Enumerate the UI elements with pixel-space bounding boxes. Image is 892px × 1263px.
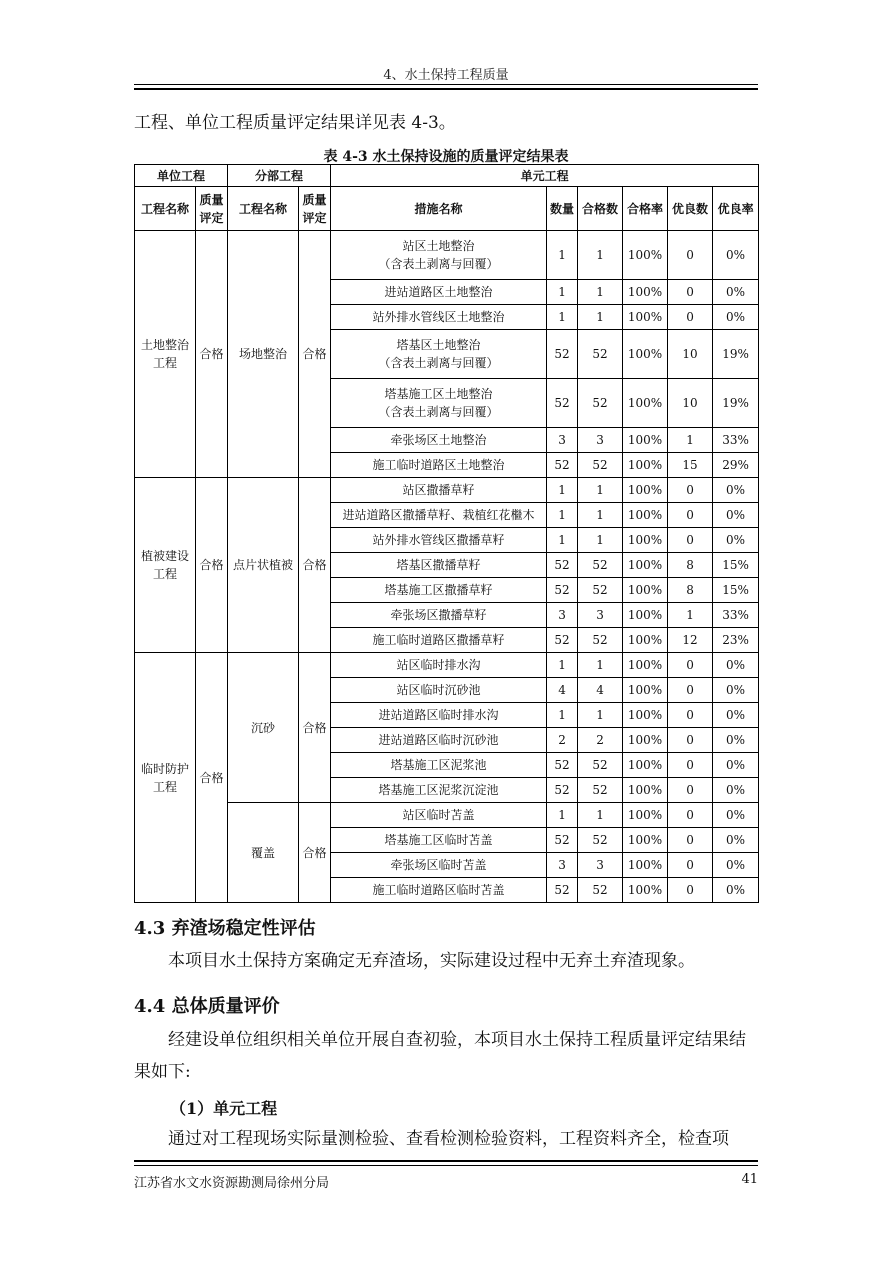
excellent-rate-cell: 15% [713,553,759,578]
excellent-count-cell: 0 [668,853,713,878]
pass-count-cell: 52 [578,778,623,803]
measure-name-note: （含表土剥离与回覆） [378,405,499,419]
excellent-rate-cell: 0% [713,653,759,678]
pass-count-cell: 1 [578,528,623,553]
header-unit-name: 工程名称 [135,187,196,231]
table-subheader-row [135,187,759,231]
header-division-rating: 质量评定 [299,187,331,231]
footer-rule-thick [134,1160,758,1162]
excellent-count-cell: 0 [668,503,713,528]
measure-name-cell [331,653,547,678]
pass-count-cell: 1 [578,503,623,528]
excellent-count-cell: 0 [668,678,713,703]
count-cell: 52 [547,453,578,478]
division-project-name: 场地整治 [228,231,299,478]
table-row [135,478,759,503]
count-cell: 52 [547,878,578,903]
page-number: 41 [741,1172,758,1187]
pass-count-cell: 52 [578,578,623,603]
excellent-count-cell: 0 [668,778,713,803]
measure-name: 进站道路区土地整治 [384,285,493,299]
measure-name: 站区临时排水沟 [396,658,481,672]
excellent-rate-cell: 0% [713,803,759,828]
pass-count-cell: 1 [578,653,623,678]
excellent-rate-cell: 19% [713,379,759,428]
footer-rule [134,1165,758,1166]
count-cell: 52 [547,578,578,603]
excellent-count-cell: 0 [668,703,713,728]
pass-rate-cell: 100% [623,503,668,528]
excellent-rate-cell: 0% [713,703,759,728]
pass-count-cell: 52 [578,753,623,778]
measure-name: 站外排水管线区土地整治 [372,310,505,324]
pass-count-cell: 3 [578,428,623,453]
measure-name-cell [331,453,547,478]
division-project-rating: 合格 [299,653,331,803]
header-division-project: 分部工程 [228,165,331,187]
count-cell: 1 [547,503,578,528]
count-cell: 52 [547,628,578,653]
measure-name-cell [331,628,547,653]
count-cell: 3 [547,853,578,878]
pass-count-cell: 1 [578,803,623,828]
excellent-count-cell: 0 [668,280,713,305]
intro-paragraph: 工程、单位工程质量评定结果详见表 4-3。 [134,113,456,133]
header-excellent-count: 优良数 [668,187,713,231]
excellent-rate-cell: 0% [713,231,759,280]
measure-name-cell [331,478,547,503]
measure-name: 施工临时道路区土地整治 [372,458,505,472]
excellent-rate-cell: 29% [713,453,759,478]
excellent-count-cell: 12 [668,628,713,653]
excellent-count-cell: 0 [668,803,713,828]
pass-count-cell: 1 [578,231,623,280]
measure-name-cell [331,728,547,753]
pass-rate-cell: 100% [623,280,668,305]
pass-rate-cell: 100% [623,803,668,828]
excellent-count-cell: 0 [668,305,713,330]
pass-count-cell: 52 [578,628,623,653]
pass-count-cell: 1 [578,280,623,305]
pass-rate-cell: 100% [623,478,668,503]
header-element-project: 单元工程 [331,165,759,187]
header-unit-rating: 质量评定 [196,187,228,231]
table-row [135,231,759,280]
header-unit-project: 单位工程 [135,165,228,187]
header-rule [134,84,758,85]
pass-rate-cell: 100% [623,305,668,330]
excellent-count-cell: 15 [668,453,713,478]
header-pass-count: 合格数 [578,187,623,231]
measure-name: 牵张场区临时苫盖 [390,858,487,872]
header-excellent-rate: 优良率 [713,187,759,231]
measure-name: 塔基施工区临时苫盖 [384,833,493,847]
pass-rate-cell: 100% [623,853,668,878]
excellent-count-cell: 0 [668,528,713,553]
section-4-3-paragraph: 本项目水土保持方案确定无弃渣场，实际建设过程中无弃土弃渣现象。 [168,951,695,971]
division-project-rating: 合格 [299,231,331,478]
pass-count-cell: 52 [578,453,623,478]
section-heading-4-4: 4.4 总体质量评价 [134,996,280,1017]
count-cell: 1 [547,803,578,828]
excellent-rate-cell: 0% [713,853,759,878]
measure-name-cell [331,553,547,578]
header-measure-name: 措施名称 [331,187,547,231]
pass-rate-cell: 100% [623,828,668,853]
measure-name-cell [331,280,547,305]
measure-name: 进站道路区临时沉砂池 [378,733,499,747]
count-cell: 52 [547,778,578,803]
count-cell: 3 [547,603,578,628]
measure-name-cell [331,878,547,903]
pass-rate-cell: 100% [623,528,668,553]
measure-name: 站区土地整治 [402,239,475,253]
pass-count-cell: 52 [578,553,623,578]
count-cell: 1 [547,478,578,503]
count-cell: 3 [547,428,578,453]
header-division-name: 工程名称 [228,187,299,231]
pass-rate-cell: 100% [623,578,668,603]
pass-rate-cell: 100% [623,778,668,803]
pass-count-cell: 1 [578,703,623,728]
pass-count-cell: 52 [578,379,623,428]
count-cell: 1 [547,305,578,330]
unit-project-rating: 合格 [196,478,228,653]
count-cell: 1 [547,653,578,678]
count-cell: 1 [547,703,578,728]
count-cell: 52 [547,330,578,379]
measure-name-cell [331,330,547,379]
excellent-count-cell: 0 [668,828,713,853]
pass-count-cell: 3 [578,853,623,878]
pass-count-cell: 3 [578,603,623,628]
measure-name: 塔基施工区土地整治 [384,387,493,401]
measure-name-cell [331,853,547,878]
pass-count-cell: 52 [578,330,623,379]
count-cell: 2 [547,728,578,753]
excellent-rate-cell: 0% [713,728,759,753]
pass-count-cell: 2 [578,728,623,753]
count-cell: 1 [547,231,578,280]
pass-rate-cell: 100% [623,878,668,903]
table-row [135,803,759,828]
count-cell: 52 [547,379,578,428]
measure-name-cell [331,528,547,553]
measure-name: 站区临时苫盖 [402,808,475,822]
excellent-rate-cell: 23% [713,628,759,653]
header-rule-thick [134,88,758,90]
pass-rate-cell: 100% [623,753,668,778]
header-count: 数量 [547,187,578,231]
measure-name: 塔基区土地整治 [396,338,481,352]
measure-name: 站外排水管线区撒播草籽 [372,533,505,547]
excellent-rate-cell: 0% [713,678,759,703]
excellent-rate-cell: 33% [713,603,759,628]
measure-name-cell [331,703,547,728]
excellent-rate-cell: 0% [713,528,759,553]
measure-name: 牵张场区撒播草籽 [390,608,487,622]
excellent-count-cell: 0 [668,231,713,280]
excellent-count-cell: 8 [668,578,713,603]
pass-rate-cell: 100% [623,231,668,280]
measure-name: 牵张场区土地整治 [390,433,487,447]
measure-name-cell [331,828,547,853]
count-cell: 1 [547,528,578,553]
pass-rate-cell: 100% [623,678,668,703]
measure-name-cell [331,603,547,628]
unit-project-rating: 合格 [196,231,228,478]
count-cell: 4 [547,678,578,703]
measure-name-note: （含表土剥离与回覆） [378,356,499,370]
section-4-4-paragraph: 经建设单位组织相关单位开展自查初验，本项目水土保持工程质量评定结果结果如下: [134,1030,746,1082]
excellent-rate-cell: 33% [713,428,759,453]
excellent-count-cell: 0 [668,653,713,678]
excellent-count-cell: 1 [668,428,713,453]
measure-name-note: （含表土剥离与回覆） [378,257,499,271]
count-cell: 52 [547,753,578,778]
pass-count-cell: 1 [578,305,623,330]
excellent-count-cell: 0 [668,728,713,753]
subheading-element-project: （1）单元工程 [170,1099,278,1118]
measure-name-cell [331,753,547,778]
section-4-4-paragraph-2: 通过对工程现场实际量测检验、查看检测检验资料，工程资料齐全，检查项 [168,1129,729,1149]
count-cell: 52 [547,553,578,578]
count-cell: 52 [547,828,578,853]
excellent-count-cell: 0 [668,478,713,503]
pass-count-cell: 52 [578,878,623,903]
measure-name: 站区撒播草籽 [402,483,475,497]
excellent-rate-cell: 0% [713,503,759,528]
count-cell: 1 [547,280,578,305]
pass-rate-cell: 100% [623,330,668,379]
division-project-rating: 合格 [299,803,331,903]
excellent-count-cell: 0 [668,753,713,778]
footer-organization: 江苏省水文水资源勘测局徐州分局 [134,1176,330,1191]
excellent-rate-cell: 15% [713,578,759,603]
measure-name-cell [331,503,547,528]
excellent-rate-cell: 0% [713,305,759,330]
excellent-rate-cell: 0% [713,478,759,503]
pass-rate-cell: 100% [623,428,668,453]
pass-rate-cell: 100% [623,653,668,678]
excellent-count-cell: 10 [668,330,713,379]
quality-rating-table [134,164,759,903]
excellent-rate-cell: 0% [713,280,759,305]
excellent-rate-cell: 0% [713,778,759,803]
measure-name-cell [331,578,547,603]
excellent-rate-cell: 0% [713,828,759,853]
section-heading-4-3: 4.3 弃渣场稳定性评估 [134,918,316,939]
measure-name: 进站道路区撒播草籽、栽植红花檵木 [342,508,535,522]
excellent-count-cell: 8 [668,553,713,578]
unit-project-name: 临时防护工程 [135,653,196,903]
measure-name-cell [331,778,547,803]
header-pass-rate: 合格率 [623,187,668,231]
running-header: 4、水土保持工程质量 [383,68,509,83]
pass-rate-cell: 100% [623,453,668,478]
pass-count-cell: 52 [578,828,623,853]
excellent-count-cell: 1 [668,603,713,628]
measure-name: 塔基施工区泥浆沉淀池 [378,783,499,797]
measure-name: 施工临时道路区临时苫盖 [372,883,505,897]
excellent-rate-cell: 0% [713,878,759,903]
measure-name-cell [331,305,547,330]
measure-name: 塔基区撒播草籽 [396,558,481,572]
measure-name-cell [331,678,547,703]
pass-rate-cell: 100% [623,728,668,753]
pass-rate-cell: 100% [623,628,668,653]
measure-name-cell [331,803,547,828]
measure-name-cell [331,379,547,428]
measure-name: 施工临时道路区撒播草籽 [372,633,505,647]
division-project-rating: 合格 [299,478,331,653]
excellent-rate-cell: 0% [713,753,759,778]
unit-project-name: 植被建设工程 [135,478,196,653]
table-header-row [135,165,759,187]
measure-name-cell [331,428,547,453]
pass-count-cell: 1 [578,478,623,503]
measure-name: 进站道路区临时排水沟 [378,708,499,722]
measure-name: 站区临时沉砂池 [396,683,481,697]
excellent-count-cell: 10 [668,379,713,428]
unit-project-name: 土地整治工程 [135,231,196,478]
table-row [135,653,759,678]
pass-rate-cell: 100% [623,379,668,428]
unit-project-rating: 合格 [196,653,228,903]
measure-name: 塔基施工区泥浆池 [390,758,487,772]
division-project-name: 覆盖 [228,803,299,903]
measure-name: 塔基施工区撒播草籽 [384,583,493,597]
excellent-rate-cell: 19% [713,330,759,379]
pass-rate-cell: 100% [623,553,668,578]
measure-name-cell [331,231,547,280]
division-project-name: 点片状植被 [228,478,299,653]
pass-count-cell: 4 [578,678,623,703]
table-caption: 表 4-3 水土保持设施的质量评定结果表 [323,149,569,165]
division-project-name: 沉砂 [228,653,299,803]
pass-rate-cell: 100% [623,703,668,728]
excellent-count-cell: 0 [668,878,713,903]
pass-rate-cell: 100% [623,603,668,628]
